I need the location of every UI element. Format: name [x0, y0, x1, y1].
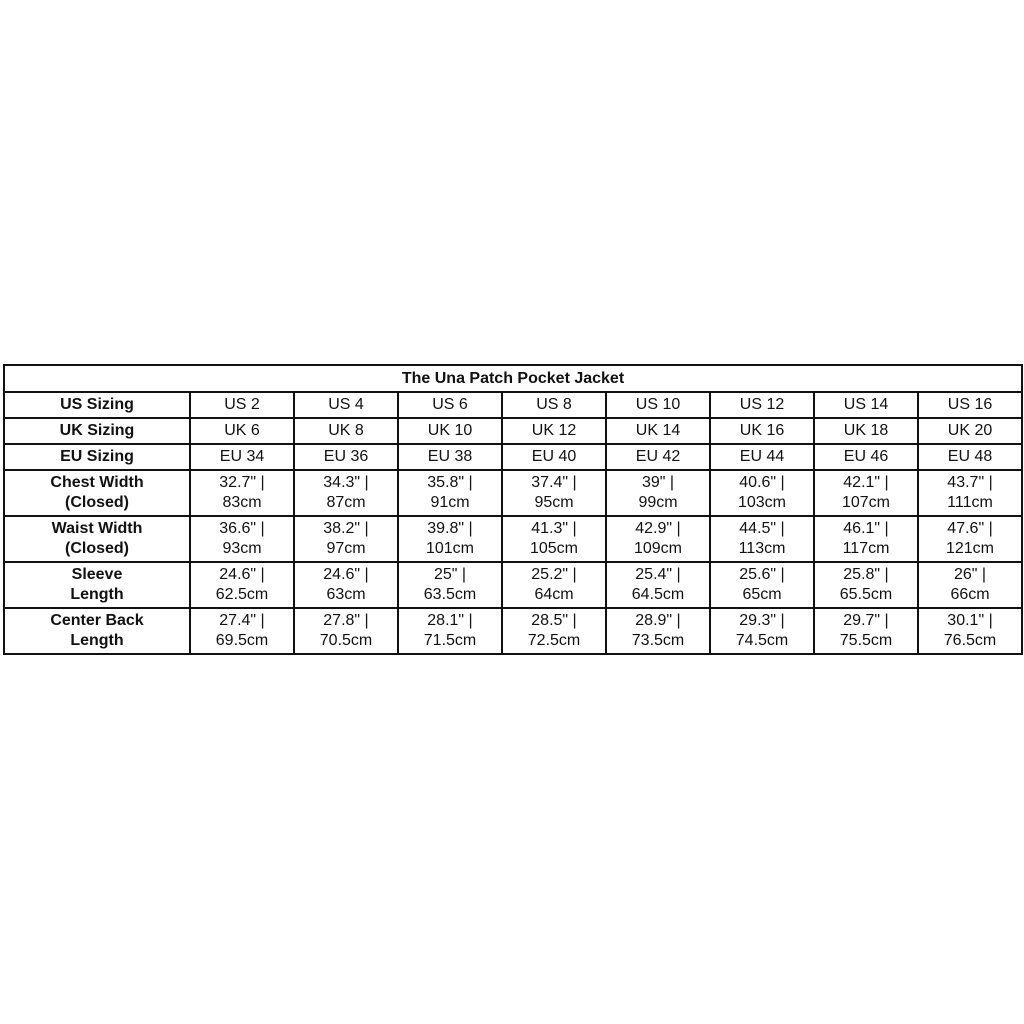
- row-header: [4, 608, 190, 654]
- table-cell: [294, 444, 398, 470]
- cell-value-line: EU 36: [323, 448, 369, 465]
- cell-value-line: UK 12: [531, 422, 577, 439]
- row-header: [4, 470, 190, 516]
- table-cell: [294, 470, 398, 516]
- cell-value-line: 46.1" |: [843, 520, 889, 537]
- cell-value-line: EU 44: [739, 448, 785, 465]
- cell-value-line: 43.7" |: [947, 474, 993, 491]
- cell-value-line: UK 8: [328, 422, 364, 439]
- cell-value-line: 87cm: [326, 494, 366, 511]
- table-cell: [502, 562, 606, 608]
- table-cell: [814, 470, 918, 516]
- cell-value-line: UK 10: [427, 422, 473, 439]
- cell-value-line: 42.1" |: [843, 474, 889, 491]
- table-cell: [710, 562, 814, 608]
- cell-value-line: 24.6" |: [323, 566, 369, 583]
- cell-value-line: 117cm: [842, 540, 890, 557]
- table-row: [4, 444, 1022, 470]
- row-header: [4, 418, 190, 444]
- cell-value-line: 27.8" |: [323, 612, 369, 629]
- cell-value-line: 91cm: [430, 494, 470, 511]
- table-cell: [398, 608, 502, 654]
- row-header-line: (Closed): [65, 540, 129, 557]
- row-header-line: Sleeve: [71, 566, 123, 583]
- cell-value-line: 70.5cm: [319, 632, 373, 649]
- cell-value-line: 83cm: [222, 494, 262, 511]
- cell-value-line: 25.4" |: [635, 566, 681, 583]
- table-cell: [190, 418, 294, 444]
- cell-value-line: 26" |: [953, 566, 987, 583]
- table-cell: [606, 418, 710, 444]
- cell-value-line: 30.1" |: [947, 612, 993, 629]
- cell-value-line: 37.4" |: [531, 474, 577, 491]
- cell-value-line: 29.3" |: [739, 612, 785, 629]
- cell-value-line: 71.5cm: [423, 632, 477, 649]
- cell-value-line: 63.5cm: [423, 586, 477, 603]
- table-row: [4, 418, 1022, 444]
- cell-value-line: 28.5" |: [531, 612, 577, 629]
- table-cell: [814, 392, 918, 418]
- cell-value-line: EU 46: [843, 448, 889, 465]
- table-cell: [398, 470, 502, 516]
- cell-value-line: 75.5cm: [839, 632, 893, 649]
- table-cell: [918, 562, 1022, 608]
- cell-value-line: 105cm: [529, 540, 579, 557]
- cell-value-line: US 14: [843, 396, 889, 413]
- table-cell: [502, 444, 606, 470]
- table-cell: [606, 608, 710, 654]
- table-cell: [294, 392, 398, 418]
- table-cell: [606, 444, 710, 470]
- cell-value-line: 34.3" |: [323, 474, 369, 491]
- row-header-line: EU Sizing: [60, 448, 134, 465]
- table-cell: [710, 608, 814, 654]
- table-cell: [398, 392, 502, 418]
- cell-value-line: 99cm: [638, 494, 678, 511]
- cell-value-line: 101cm: [425, 540, 475, 557]
- cell-value-line: EU 40: [531, 448, 577, 465]
- table-cell: [294, 516, 398, 562]
- table-cell: [398, 418, 502, 444]
- row-header-line: (Closed): [65, 494, 129, 511]
- cell-value-line: EU 42: [635, 448, 681, 465]
- table-cell: [190, 608, 294, 654]
- table-cell: [814, 516, 918, 562]
- table-row: [4, 516, 1022, 562]
- cell-value-line: UK 6: [224, 422, 260, 439]
- table-cell: [814, 562, 918, 608]
- cell-value-line: 24.6" |: [219, 566, 265, 583]
- cell-value-line: 39" |: [641, 474, 675, 491]
- cell-value-line: 69.5cm: [215, 632, 269, 649]
- cell-value-line: 28.1" |: [427, 612, 473, 629]
- cell-value-line: 73.5cm: [631, 632, 685, 649]
- table-cell: [918, 470, 1022, 516]
- cell-value-line: 28.9" |: [635, 612, 681, 629]
- cell-value-line: UK 18: [843, 422, 889, 439]
- row-header-line: Waist Width: [51, 520, 143, 537]
- table-cell: [294, 562, 398, 608]
- cell-value-line: 64.5cm: [631, 586, 685, 603]
- table-cell: [190, 516, 294, 562]
- cell-value-line: 44.5" |: [739, 520, 785, 537]
- table-cell: [398, 444, 502, 470]
- table-row: [4, 562, 1022, 608]
- table-cell: [606, 516, 710, 562]
- table-row: [4, 470, 1022, 516]
- table-cell: [814, 608, 918, 654]
- row-header-line: Chest Width: [50, 474, 144, 491]
- cell-value-line: 103cm: [737, 494, 787, 511]
- table-cell: [814, 418, 918, 444]
- table-cell: [294, 608, 398, 654]
- cell-value-line: 25" |: [433, 566, 467, 583]
- cell-value-line: 66cm: [950, 586, 990, 603]
- table-cell: [918, 418, 1022, 444]
- cell-value-line: 47.6" |: [947, 520, 993, 537]
- row-header: [4, 516, 190, 562]
- table-cell: [398, 562, 502, 608]
- cell-value-line: 72.5cm: [527, 632, 581, 649]
- cell-value-line: 35.8" |: [427, 474, 473, 491]
- cell-value-line: 41.3" |: [531, 520, 577, 537]
- cell-value-line: 39.8" |: [427, 520, 473, 537]
- row-header-line: UK Sizing: [59, 422, 135, 439]
- cell-value-line: 36.6" |: [219, 520, 265, 537]
- cell-value-line: 38.2" |: [323, 520, 369, 537]
- cell-value-line: EU 48: [947, 448, 993, 465]
- cell-value-line: 40.6" |: [739, 474, 785, 491]
- table-body: [4, 392, 1022, 654]
- table-cell: [294, 418, 398, 444]
- size-table: [3, 364, 1023, 655]
- size-chart: [3, 364, 1021, 655]
- table-cell: [398, 516, 502, 562]
- table-title: The Una Patch Pocket Jacket: [4, 365, 1022, 392]
- table-row: [4, 392, 1022, 418]
- cell-value-line: 63cm: [326, 586, 366, 603]
- cell-value-line: 65.5cm: [839, 586, 893, 603]
- table-cell: [502, 516, 606, 562]
- cell-value-line: 97cm: [326, 540, 366, 557]
- cell-value-line: EU 34: [219, 448, 265, 465]
- row-header-line: US Sizing: [60, 396, 134, 413]
- cell-value-line: US 12: [739, 396, 785, 413]
- cell-value-line: 29.7" |: [843, 612, 889, 629]
- cell-value-line: 109cm: [633, 540, 683, 557]
- table-cell: [190, 444, 294, 470]
- cell-value-line: US 16: [947, 396, 993, 413]
- cell-value-line: 113cm: [738, 540, 786, 557]
- table-cell: [502, 470, 606, 516]
- cell-value-line: 93cm: [222, 540, 262, 557]
- cell-value-line: 25.6" |: [739, 566, 785, 583]
- cell-value-line: US 4: [328, 396, 364, 413]
- cell-value-line: US 6: [432, 396, 468, 413]
- cell-value-line: UK 14: [635, 422, 681, 439]
- table-cell: [502, 608, 606, 654]
- table-cell: [710, 470, 814, 516]
- table-cell: [606, 470, 710, 516]
- table-cell: [918, 608, 1022, 654]
- table-cell: [190, 470, 294, 516]
- table-cell: [710, 444, 814, 470]
- table-cell: [710, 418, 814, 444]
- cell-value-line: US 2: [224, 396, 260, 413]
- table-cell: [190, 562, 294, 608]
- table-cell: [190, 392, 294, 418]
- cell-value-line: 42.9" |: [635, 520, 681, 537]
- table-cell: [918, 516, 1022, 562]
- table-row: [4, 608, 1022, 654]
- cell-value-line: UK 20: [947, 422, 993, 439]
- table-cell: [710, 392, 814, 418]
- cell-value-line: US 10: [635, 396, 681, 413]
- cell-value-line: 76.5cm: [943, 632, 997, 649]
- cell-value-line: 62.5cm: [215, 586, 269, 603]
- table-cell: [710, 516, 814, 562]
- cell-value-line: US 8: [536, 396, 572, 413]
- row-header-line: Length: [70, 586, 124, 603]
- cell-value-line: 107cm: [841, 494, 891, 511]
- row-header: [4, 392, 190, 418]
- cell-value-line: 74.5cm: [735, 632, 789, 649]
- table-cell: [606, 392, 710, 418]
- cell-value-line: 95cm: [534, 494, 574, 511]
- cell-value-line: EU 38: [427, 448, 473, 465]
- table-cell: [814, 444, 918, 470]
- cell-value-line: 65cm: [742, 586, 782, 603]
- table-cell: [918, 392, 1022, 418]
- row-header-line: Length: [70, 632, 124, 649]
- table-cell: [606, 562, 710, 608]
- row-header: [4, 562, 190, 608]
- table-cell: [502, 418, 606, 444]
- table-cell: [502, 392, 606, 418]
- cell-value-line: 111cm: [947, 494, 993, 511]
- table-cell: [918, 444, 1022, 470]
- cell-value-line: 25.2" |: [531, 566, 577, 583]
- cell-value-line: 32.7" |: [219, 474, 265, 491]
- row-header: [4, 444, 190, 470]
- cell-value-line: UK 16: [739, 422, 785, 439]
- cell-value-line: 64cm: [534, 586, 574, 603]
- cell-value-line: 27.4" |: [219, 612, 265, 629]
- cell-value-line: 25.8" |: [843, 566, 889, 583]
- cell-value-line: 121cm: [945, 540, 995, 557]
- row-header-line: Center Back: [50, 612, 144, 629]
